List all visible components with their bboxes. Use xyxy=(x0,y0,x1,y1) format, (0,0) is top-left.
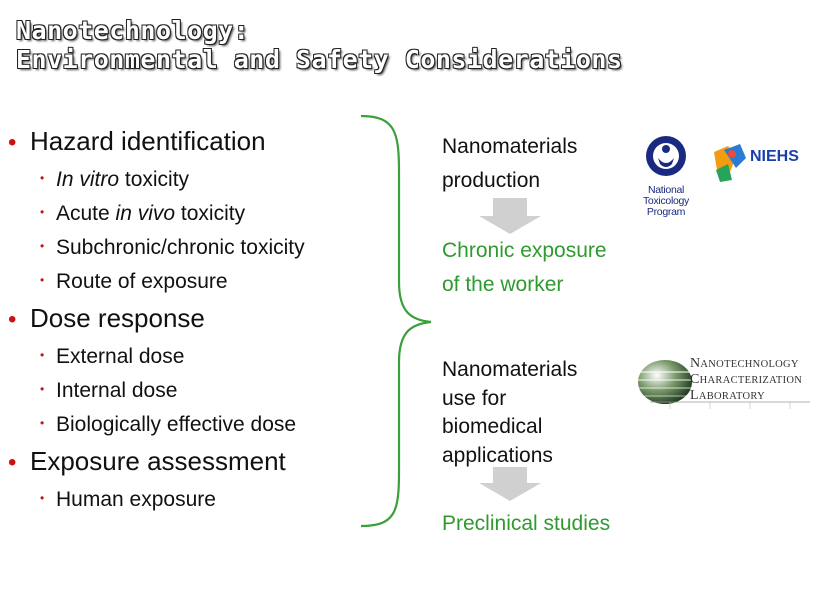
sub-bullet-dot-icon: • xyxy=(40,382,45,396)
down-arrow-icon xyxy=(477,467,543,503)
sub-bullet-internal-dose: • Internal dose xyxy=(40,379,178,402)
flow-top-target: Chronic exposure of the worker xyxy=(442,239,607,296)
curly-brace-icon xyxy=(355,112,440,532)
ntp-logo-text: National Toxicology Program xyxy=(642,184,690,218)
sub-bullet-dot-icon: • xyxy=(40,416,45,430)
sub-bullet-dot-icon: • xyxy=(40,205,45,219)
ncl-globe-icon xyxy=(637,358,695,406)
down-arrow-icon xyxy=(477,198,543,236)
flow-bottom-target: Preclinical studies xyxy=(442,512,611,535)
bullet-dot-icon: • xyxy=(8,129,17,156)
sub-bullet-in-vitro: • In vitro toxicity xyxy=(40,168,190,191)
bullet-dose-response: • Dose response xyxy=(8,303,205,333)
flow-bottom-source: Nanomaterials use for biomedical applications xyxy=(442,358,578,467)
flow-top-source: Nanomaterials production xyxy=(442,135,578,192)
bullet-exposure-assessment: • Exposure assessment xyxy=(8,446,286,476)
sub-bullet-subchronic: • Subchronic/chronic toxicity xyxy=(40,236,305,259)
sub-bullet-dot-icon: • xyxy=(40,239,45,253)
sub-bullet-route: • Route of exposure xyxy=(40,270,228,293)
bullet-hazard-identification: • Hazard identification xyxy=(8,126,266,156)
sub-bullet-acute: • Acute in vivo toxicity xyxy=(40,202,246,225)
sub-bullet-external-dose: • External dose xyxy=(40,345,185,368)
ncl-underline-icon xyxy=(650,400,810,410)
sub-bullet-human-exposure: • Human exposure xyxy=(40,488,216,511)
sub-bullet-dot-icon: • xyxy=(40,491,45,505)
title-line-1: Nanotechnology: xyxy=(16,16,250,45)
bullet-dot-icon: • xyxy=(8,306,17,333)
title-line-2: Environmental and Safety Considerations xyxy=(16,45,623,74)
slide-title xyxy=(16,16,623,74)
sub-bullet-dot-icon: • xyxy=(40,171,45,185)
ncl-logo-text: NANOTECHNOLOGY CHARACTERIZATION LABORATORY xyxy=(690,356,803,403)
bullet-dot-icon: • xyxy=(8,449,17,476)
niehs-logo-text: NIEHS xyxy=(750,148,799,165)
sub-bullet-dot-icon: • xyxy=(40,348,45,362)
sub-bullet-dot-icon: • xyxy=(40,273,45,287)
sub-bullet-biologically-effective-dose: • Biologically effective dose xyxy=(40,413,297,436)
